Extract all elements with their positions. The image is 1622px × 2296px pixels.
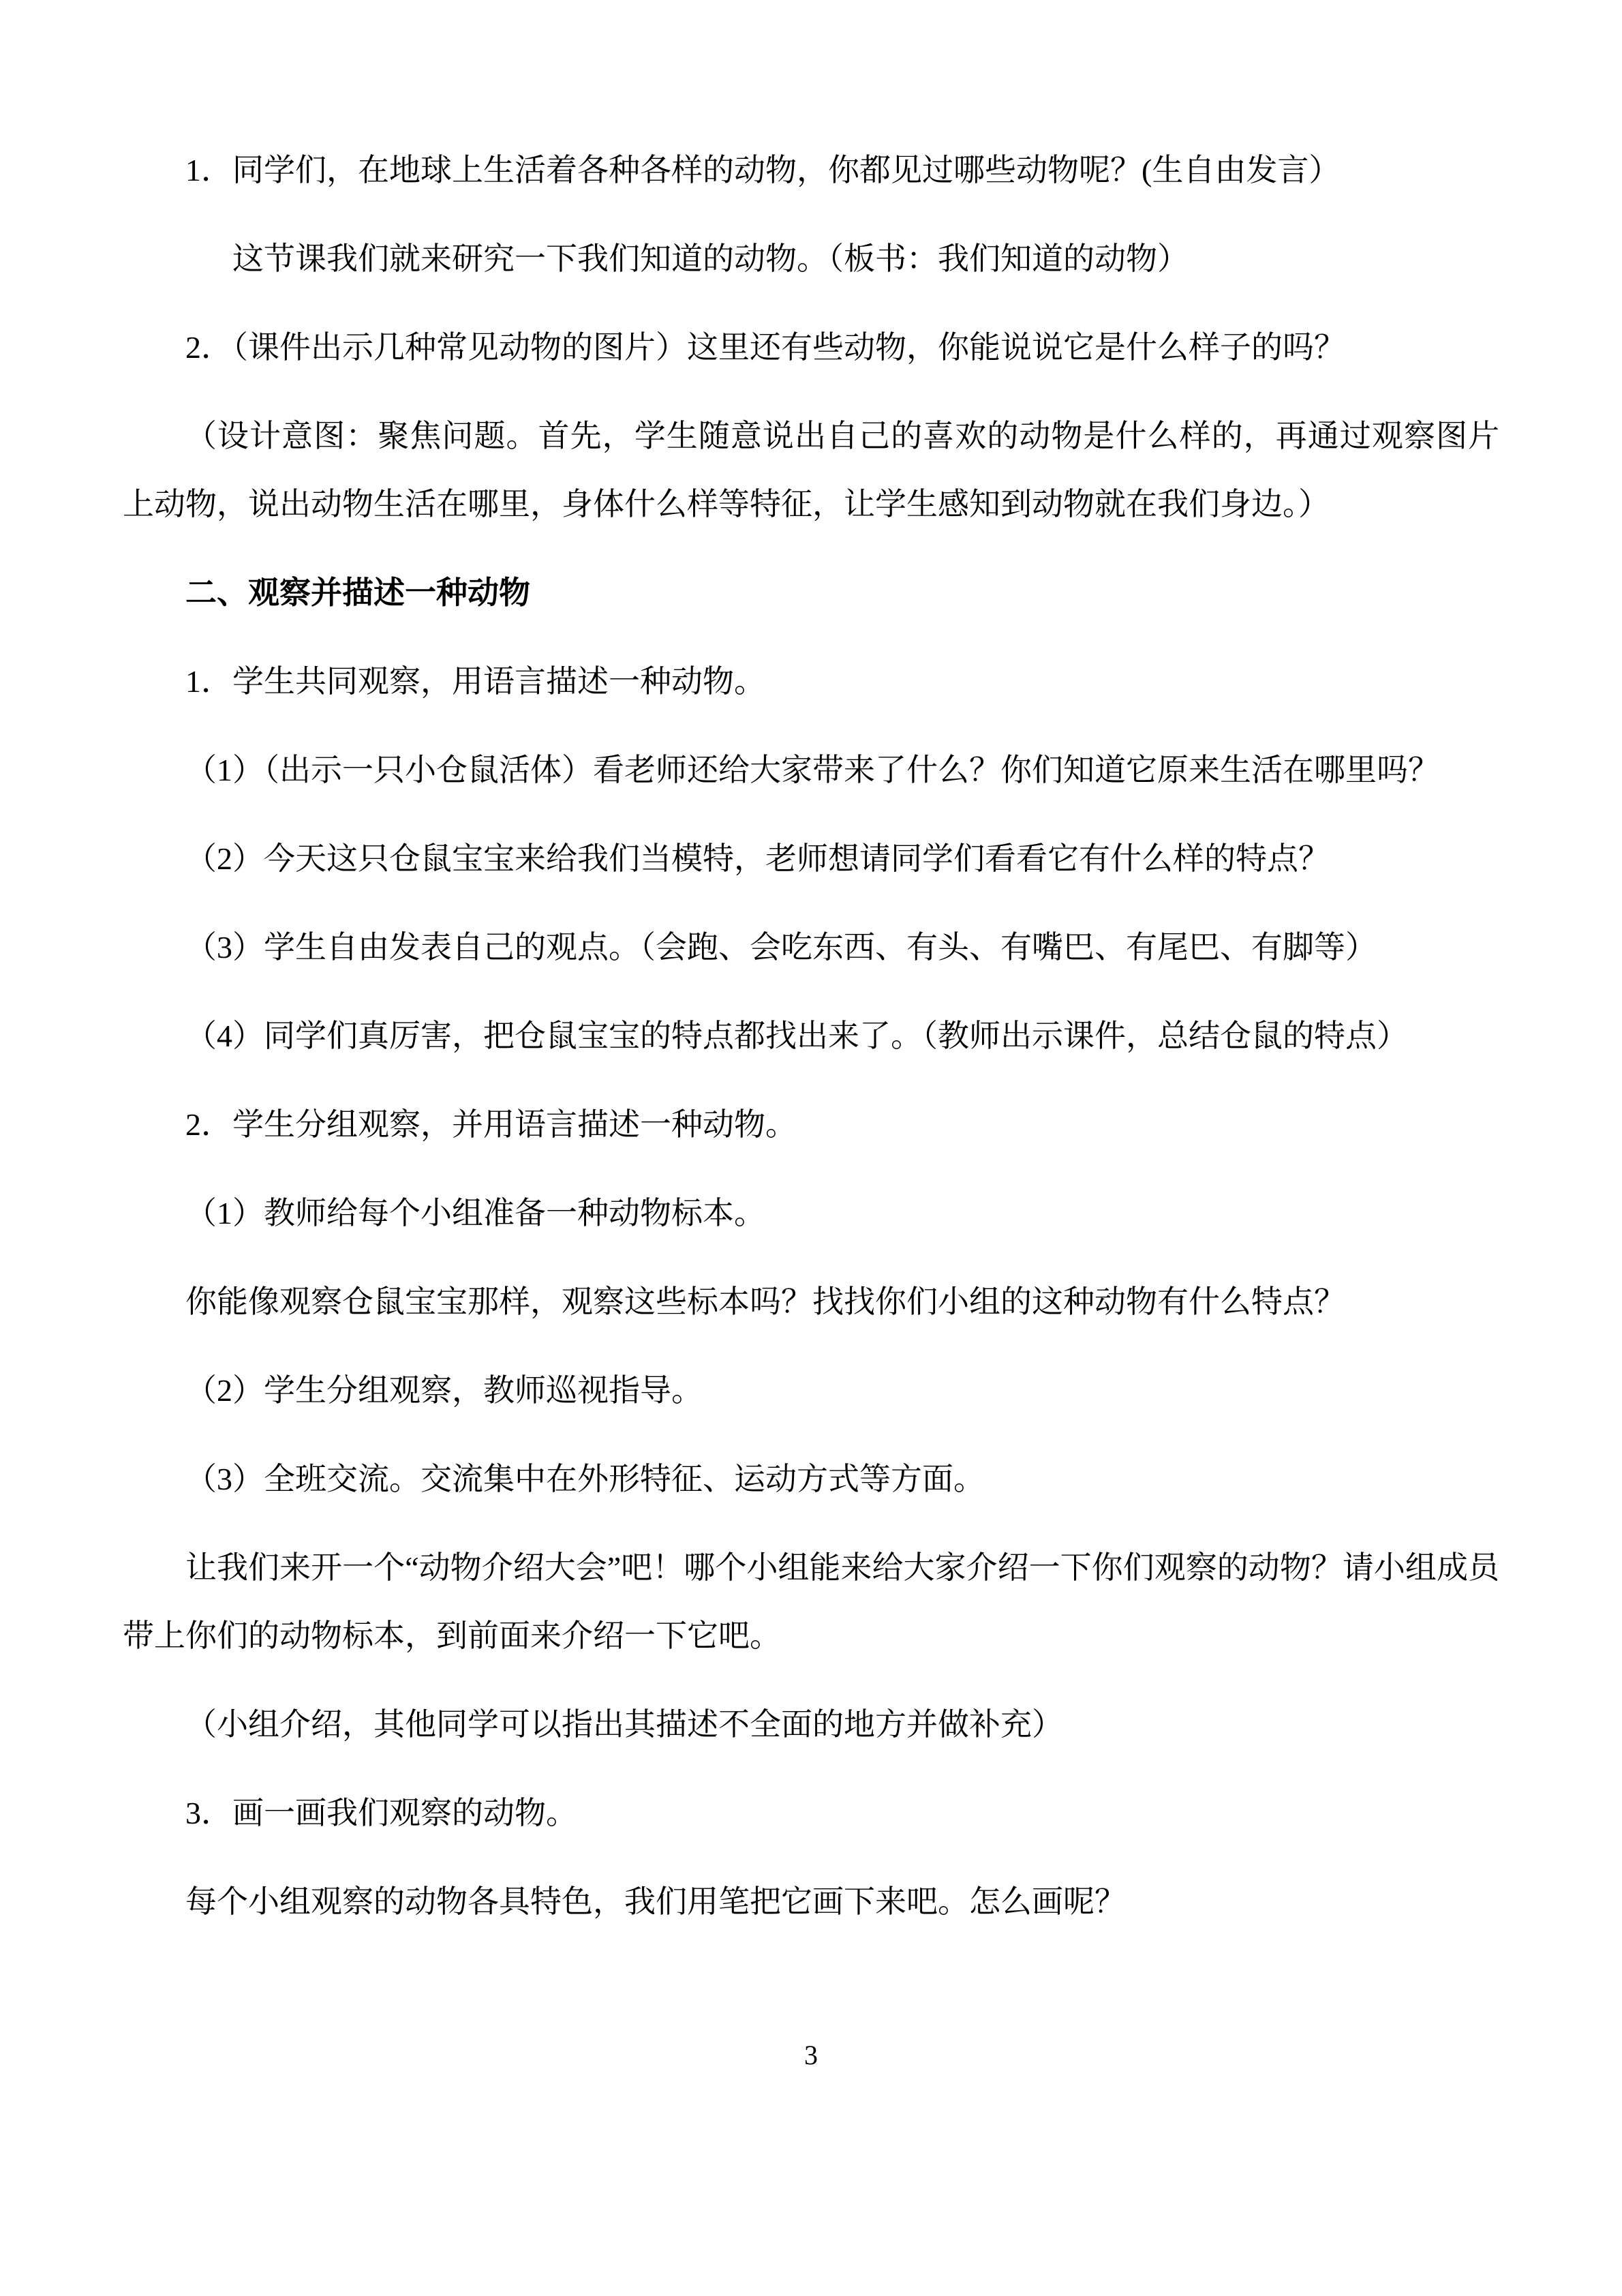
paragraph: （设计意图：聚焦问题。首先，学生随意说出自己的喜欢的动物是什么样的，再通过观察图片上动物，说出动物生活在哪里，身体什么样等特征，让学生感知到动物就在我们身边。） — [123, 419, 1499, 522]
paragraph: （2）学生分组观察，教师巡视指导。 — [185, 1373, 703, 1408]
paragraph: 1．同学们，在地球上生活着各种各样的动物，你都见过哪些动物呢？(生自由发言） — [185, 153, 1341, 187]
paragraph: （小组介绍，其他同学可以指出其描述不全面的地方并做补充） — [185, 1707, 1063, 1742]
paragraph: 3．画一画我们观察的动物。 — [185, 1796, 577, 1830]
paragraph: （3）学生自由发表自己的观点。（会跑、会吃东西、有头、有嘴巴、有尾巴、有脚等） — [185, 930, 1377, 965]
page-number: 3 — [804, 2040, 818, 2070]
paragraph: （1）（出示一只小仓鼠活体）看老师还给大家带来了什么？你们知道它原来生活在哪里吗？ — [185, 753, 1439, 787]
paragraph: （3）全班交流。交流集中在外形特征、运动方式等方面。 — [185, 1462, 985, 1496]
paragraph: 2．学生分组观察，并用语言描述一种动物。 — [185, 1107, 797, 1142]
paragraph: 每个小组观察的动物各具特色，我们用笔把它画下来吧。怎么画呢？ — [185, 1884, 1126, 1919]
paragraph: 这节课我们就来研究一下我们知道的动物。（板书：我们知道的动物） — [232, 241, 1189, 276]
paragraph: （4）同学们真厉害，把仓鼠宝宝的特点都找出来了。（教师出示课件，总结仓鼠的特点） — [185, 1018, 1408, 1053]
paragraph: 你能像观察仓鼠宝宝那样，观察这些标本吗？找找你们小组的这种动物有什么特点？ — [185, 1284, 1345, 1319]
paragraph: 2．（课件出示几种常见动物的图片）这里还有些动物，你能说说它是什么样子的吗？ — [185, 330, 1345, 365]
paragraph: 让我们来开一个“动物介绍大会”吧！哪个小组能来给大家介绍一下你们观察的动物？请小组成员带上你们的动物标本，到前面来介绍一下它吧。 — [123, 1550, 1499, 1653]
section-heading: 二、观察并描述一种动物 — [185, 575, 530, 610]
paragraph: 1．学生共同观察，用语言描述一种动物。 — [185, 664, 765, 699]
document-body — [123, 136, 1499, 1957]
paragraph: （1）教师给每个小组准备一种动物标本。 — [185, 1196, 765, 1230]
paragraph: （2）今天这只仓鼠宝宝来给我们当模特，老师想请同学们看看它有什么样的特点？ — [185, 841, 1330, 876]
